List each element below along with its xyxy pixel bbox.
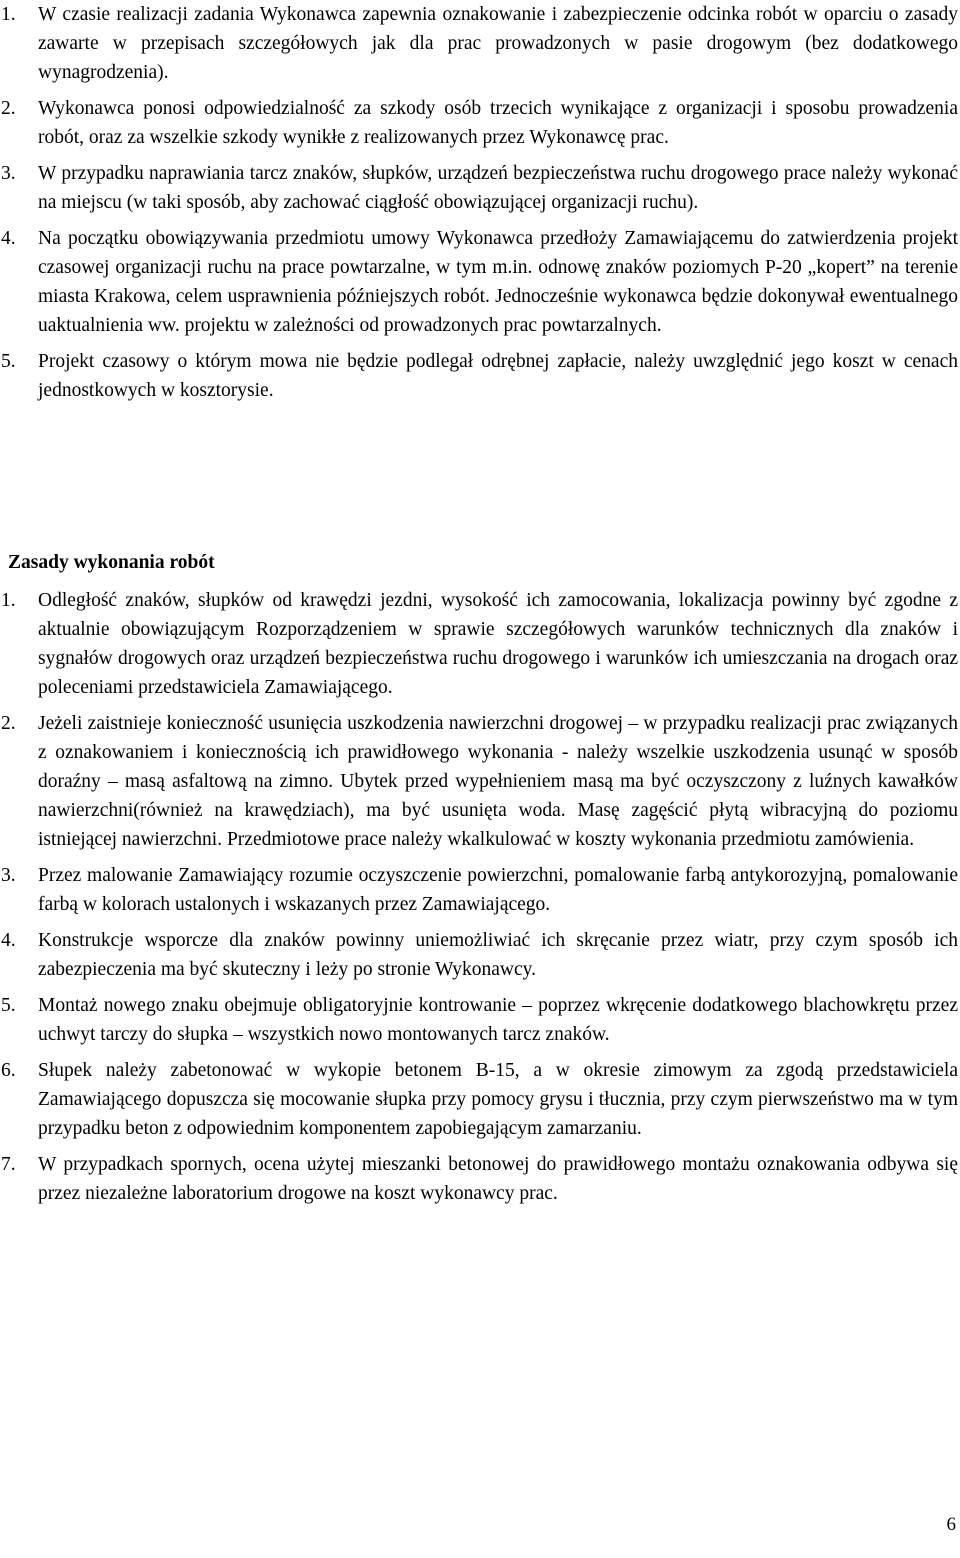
work-rules-list xyxy=(0,586,958,1215)
list-item-number: 4. xyxy=(1,930,16,951)
list-item xyxy=(0,159,958,217)
list-item xyxy=(0,347,958,405)
list-item-number: 4. xyxy=(1,228,16,249)
list-item-number: 3. xyxy=(1,163,16,184)
list-item-text: Konstrukcje wsporcze dla znaków powinny uniemożliwiać ich skręcanie przez wiatr, przy czym sposób ich zabezpieczenia ma być skuteczny i leży po stronie Wykonawcy. xyxy=(38,930,958,980)
list-item-number: 2. xyxy=(1,98,16,119)
list-item xyxy=(0,991,958,1049)
list-item xyxy=(0,0,958,87)
list-item xyxy=(0,1150,958,1208)
list-item xyxy=(0,586,958,702)
list-item-number: 5. xyxy=(1,995,16,1016)
list-item xyxy=(0,709,958,854)
list-item-text: W przypadku naprawiania tarcz znaków, słupków, urządzeń bezpieczeństwa ruchu drogowego prace należy wykonać na miejscu (w taki sposób, aby zachować ciągłość obowiązującej organizacji ruchu). xyxy=(38,163,958,213)
list-item-text: Odległość znaków, słupków od krawędzi jezdni, wysokość ich zamocowania, lokalizacja powinny być zgodne z aktualnie obowiązującym Rozporządzeniem w sprawie szczegółowych warunków technicznych dla znaków i sygnałów drogowych oraz urządzeń bezpieczeństwa ruchu drogowego i warunków ich umieszczania na drogach oraz poleceniami przedstawiciela Zamawiającego. xyxy=(38,590,958,698)
list-item-text: Jeżeli zaistnieje konieczność usunięcia uszkodzenia nawierzchni drogowej – w przypadku realizacji prac związanych z oznakowaniem i koniecznością ich prawidłowego wykonania - należy wszelkie uszkodzenia usunąć w sposób doraźny – masą asfaltową na zimno. Ubytek przed wypełnieniem masą ma być oczyszczony z luźnych kawałków nawierzchni(również na krawędziach), ma być usunięta woda. Masę zagęścić płytą wibracyjną do poziomu istniejącej nawierzchni. Przedmiotowe prace należy wkalkulować w koszty wykonania przedmiotu zamówienia. xyxy=(38,713,958,850)
list-item-text: Projekt czasowy o którym mowa nie będzie podlegał odrębnej zapłacie, należy uwzględnić jego koszt w cenach jednostkowych w kosztorysie. xyxy=(38,351,958,401)
list-item-text: Przez malowanie Zamawiający rozumie oczyszczenie powierzchni, pomalowanie farbą antykorozyjną, pomalowanie farbą w kolorach ustalonych i wskazanych przez Zamawiającego. xyxy=(38,865,958,915)
list-item xyxy=(0,224,958,340)
list-item-text: Wykonawca ponosi odpowiedzialność za szkody osób trzecich wynikające z organizacji i sposobu prowadzenia robót, oraz za wszelkie szkody wynikłe z realizowanych przez Wykonawcę prac. xyxy=(38,98,958,148)
list-item-number: 1. xyxy=(1,590,16,611)
list-item xyxy=(0,926,958,984)
page-number: 6 xyxy=(946,1514,956,1535)
list-item-text: W czasie realizacji zadania Wykonawca zapewnia oznakowanie i zabezpieczenie odcinka robót w oparciu o zasady zawarte w przepisach szczegółowych jak dla prac prowadzonych w pasie drogowym (bez dodatkowego wynagrodzenia). xyxy=(38,4,958,83)
list-item xyxy=(0,861,958,919)
list-item-number: 3. xyxy=(1,865,16,886)
list-item-text: Słupek należy zabetonować w wykopie betonem B-15, a w okresie zimowym za zgodą przedstawiciela Zamawiającego dopuszcza się mocowanie słupka przy pomocy grysu i tłucznia, przy czym pierwszeństwo ma w tym przypadku beton z odpowiednim komponentem zapobiegającym zamarzaniu. xyxy=(38,1060,958,1139)
list-item xyxy=(0,1056,958,1143)
list-item-text: W przypadkach spornych, ocena użytej mieszanki betonowej do prawidłowego montażu oznakowania odbywa się przez niezależne laboratorium drogowe na koszt wykonawcy prac. xyxy=(38,1154,958,1204)
list-item-number: 2. xyxy=(1,713,16,734)
organization-clauses-list xyxy=(0,0,958,412)
list-item-number: 5. xyxy=(1,351,16,372)
list-item xyxy=(0,94,958,152)
list-item-text: Na początku obowiązywania przedmiotu umowy Wykonawca przedłoży Zamawiającemu do zatwierdzenia projekt czasowej organizacji ruchu na prace powtarzalne, w tym m.in. odnowę znaków poziomych P-20 „kopert” na terenie miasta Krakowa, celem usprawnienia późniejszych robót. Jednocześnie wykonawca będzie dokonywał ewentualnego uaktualnienia ww. projektu w zależności od prowadzonych prac powtarzalnych. xyxy=(38,228,958,336)
section-heading: Zasady wykonania robót xyxy=(8,552,215,573)
list-item-number: 6. xyxy=(1,1060,16,1081)
list-item-number: 1. xyxy=(1,4,16,25)
list-item-text: Montaż nowego znaku obejmuje obligatoryjnie kontrowanie – poprzez wkręcenie dodatkowego blachowkrętu przez uchwyt tarczy do słupka – wszystkich nowo montowanych tarcz znaków. xyxy=(38,995,958,1045)
list-item-number: 7. xyxy=(1,1154,16,1175)
